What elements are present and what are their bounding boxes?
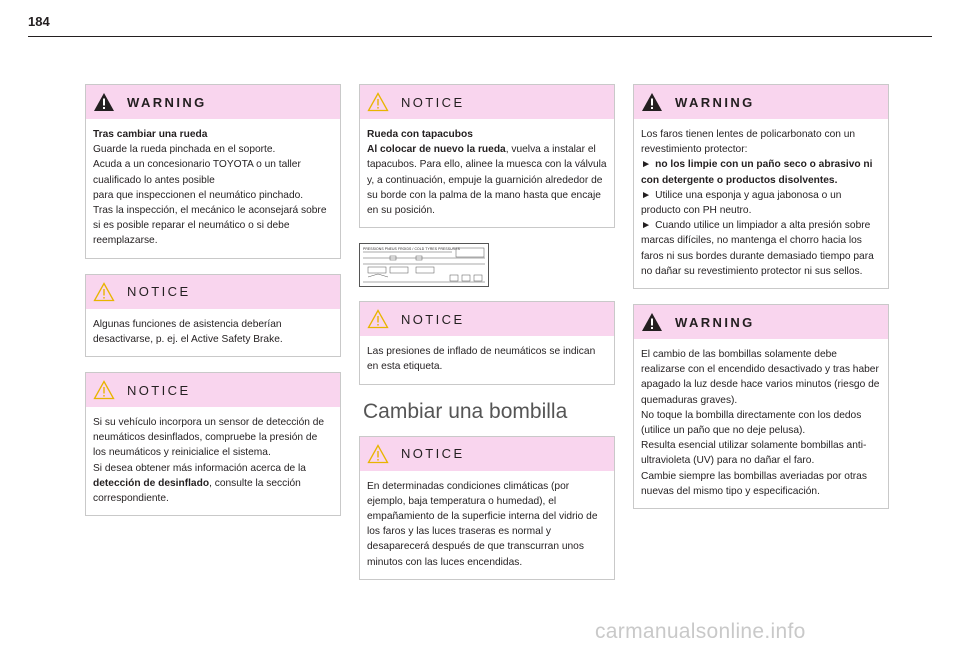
notice-icon [367,92,389,112]
warning-box-tyre [85,84,341,259]
warning-box-bulbs [633,304,889,509]
warning-icon [641,92,663,112]
notice-text: Algunas funciones de asistencia deberían desactivarse, p. ej. el Active Safety Brake. [93,318,283,345]
warning-header [634,305,888,339]
notice-heading: Rueda con tapacubos [367,129,473,140]
warning-bullet: ► Utilice una esponja y agua jabonosa o un producto con PH neutro. [641,189,842,217]
arrow-icon: ► [641,189,652,201]
notice-header [360,437,614,471]
notice-text: En determinadas condiciones climáticas (por ejemplo, baja temperatura o humedad), el empañamiento de la superficie interna del vidrio de los faros y las luces traseras es normal y desaparecerá después de que transcurran unos minutos con las luces encendidas. [367,480,598,568]
arrow-icon: ► [641,220,652,232]
notice-text: Las presiones de inflado de neumáticos se indican en esta etiqueta. [367,346,596,373]
warning-title: WARNING [127,94,207,110]
warning-line: El cambio de las bombillas solamente debe realizarse con el encendido desactivado y tras haber apagado la luz desde hace varios minutos (riesgo de quemaduras graves). [641,349,880,406]
warning-line: Resulta esencial utilizar solamente bombillas anti-ultravioleta (UV) para no dañar el faro. [641,440,867,467]
notice-box-hubcap [359,84,615,228]
column-2 [359,84,615,595]
warning-icon [641,312,663,332]
tyre-label-drawing-icon [360,244,488,286]
notice-box-deflation [85,372,341,516]
top-rule [28,36,932,37]
warning-heading: Tras cambiar una rueda [93,129,208,140]
notice-body [86,407,340,515]
notice-body [360,471,614,579]
notice-title: NOTICE [127,284,191,300]
notice-text-mixed: Si desea obtener más información acerca de la detección de desinflado, consulte la sección correspondiente. [93,462,306,505]
notice-title: NOTICE [127,382,191,398]
page-number: 184 [28,14,50,29]
notice-header [86,275,340,309]
notice-body [360,119,614,227]
notice-header [360,302,614,336]
notice-box-fogging [359,436,615,580]
warning-line: Acuda a un concesionario TOYOTA o un taller cualificado lo antes posible [93,159,301,186]
warning-bullet: ► Cuando utilice un limpiador a alta presión sobre marcas difíciles, no mantenga el chorro hacia los faros ni sus bordes durante demasiado tiempo para no dañar su revestimiento protector ni sus sellos. [641,220,874,277]
warning-line: Guarde la rueda pinchada en el soporte. [93,144,276,156]
notice-title: NOTICE [401,446,465,462]
notice-icon [367,309,389,329]
warning-line: No toque la bombilla directamente con los dedos (utilice un paño que no deje pelusa). [641,409,862,437]
warning-body [634,119,888,288]
notice-icon [93,282,115,302]
warning-line: para que inspeccionen el neumático pinchado. [93,189,304,201]
warning-header [634,85,888,119]
deflation-link-text: detección de desinflado [93,477,210,489]
warning-header [86,85,340,119]
warning-title: WARNING [675,94,755,110]
warning-bullet: ► no los limpie con un paño seco o abrasivo ni con detergente o productos disolventes. [641,159,873,186]
section-title: Cambiar una bombilla [363,399,568,423]
warning-body [86,119,340,258]
warning-title: WARNING [675,314,755,330]
notice-body [86,309,340,356]
notice-icon [93,380,115,400]
column-1 [85,84,341,531]
tyre-label-header: PRESSIONS PNEUS FROIDS / COLD TYRES PRESSURES [363,247,460,252]
notice-title: NOTICE [401,94,465,110]
notice-icon [367,444,389,464]
notice-text: Si su vehículo incorpora un sensor de detección de neumáticos desinflados, compruebe la presión de los neumáticos y reinicialice el sistema. [93,417,325,459]
notice-box-label [359,301,615,384]
tyre-pressure-label-image [359,243,489,287]
warning-intro: Los faros tienen lentes de policarbonato con un revestimiento protector: [641,129,856,156]
notice-box-assist [85,274,341,357]
arrow-icon: ► [641,159,652,171]
notice-body [360,336,614,383]
notice-header [360,85,614,119]
warning-box-headlamps [633,84,889,289]
warning-body [634,339,888,508]
notice-title: NOTICE [401,311,465,327]
notice-text-mixed: Al colocar de nuevo la rueda, vuelva a instalar el tapacubos. Para ello, alinee la muesca con la válvula y, a continuación, empuje la guarnición alrededor de su borde con la palma de la mano hasta que encaje en su posición. [367,144,607,217]
column-3 [633,84,889,524]
watermark: carmanualsonline.info [595,620,806,643]
warning-icon [93,92,115,112]
warning-line: Tras la inspección, el mecánico le aconsejará sobre si es posible reparar el neumático o si debe reemplazarse. [93,205,327,247]
warning-line: Cambie siempre las bombillas averiadas por otras nuevas del mismo tipo y especificación. [641,470,867,497]
notice-header [86,373,340,407]
